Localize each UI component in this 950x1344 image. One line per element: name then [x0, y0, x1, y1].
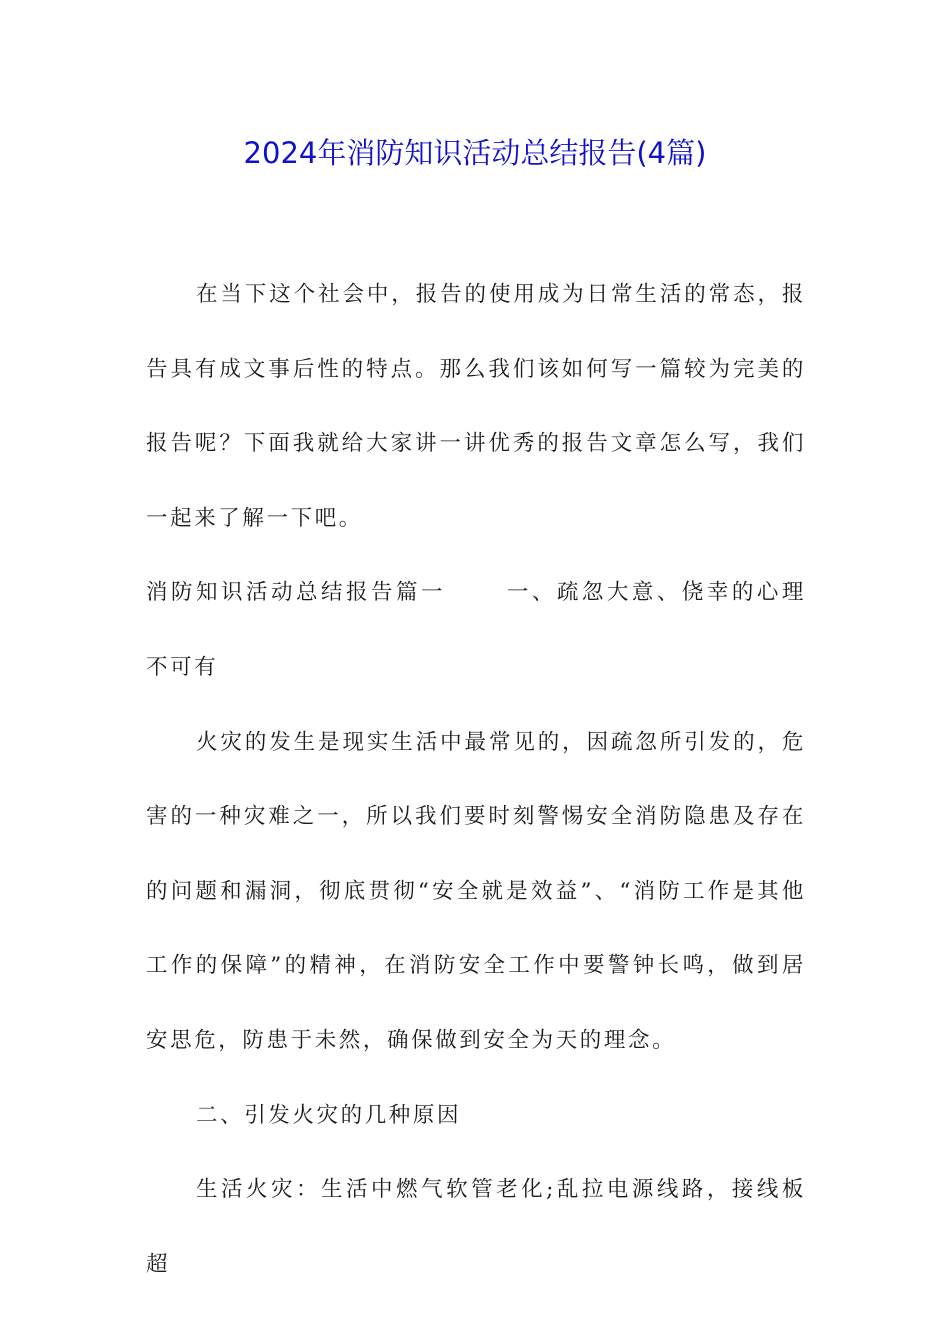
section-one-subheading: 一、疏忽大意、侥幸的心理不可有 — [146, 580, 806, 680]
living-fire-paragraph: 生活火灾：生活中燃气软管老化;乱拉电源线路，接线板超 — [146, 1177, 806, 1277]
document-title: 2024年消防知识活动总结报告(4篇) — [243, 136, 707, 170]
section-one-heading: 消防知识活动总结报告篇一 — [146, 580, 446, 606]
document-body — [146, 258, 806, 1302]
section-one-paragraph — [146, 556, 806, 705]
section-two-heading: 二、引发火灾的几种原因 — [196, 1102, 462, 1128]
fire-causes-paragraph: 火灾的发生是现实生活中最常见的，因疏忽所引发的，危害的一种灾难之一，所以我们要时刻警惕安全消防隐患及存在的问题和漏洞，彻底贯彻“安全就是效益”、“消防工作是其他工作的保障”的精神，在消防安全工作中要警钟长鸣，做到居安思危，防患于未然，确保做到安全为天的理念。 — [146, 729, 806, 1053]
intro-paragraph: 在当下这个社会中，报告的使用成为日常生活的常态，报告具有成文事后性的特点。那么我们该如何写一篇较为完美的报告呢？下面我就给大家讲一讲优秀的报告文章怎么写，我们一起来了解一下吧。 — [146, 282, 806, 531]
